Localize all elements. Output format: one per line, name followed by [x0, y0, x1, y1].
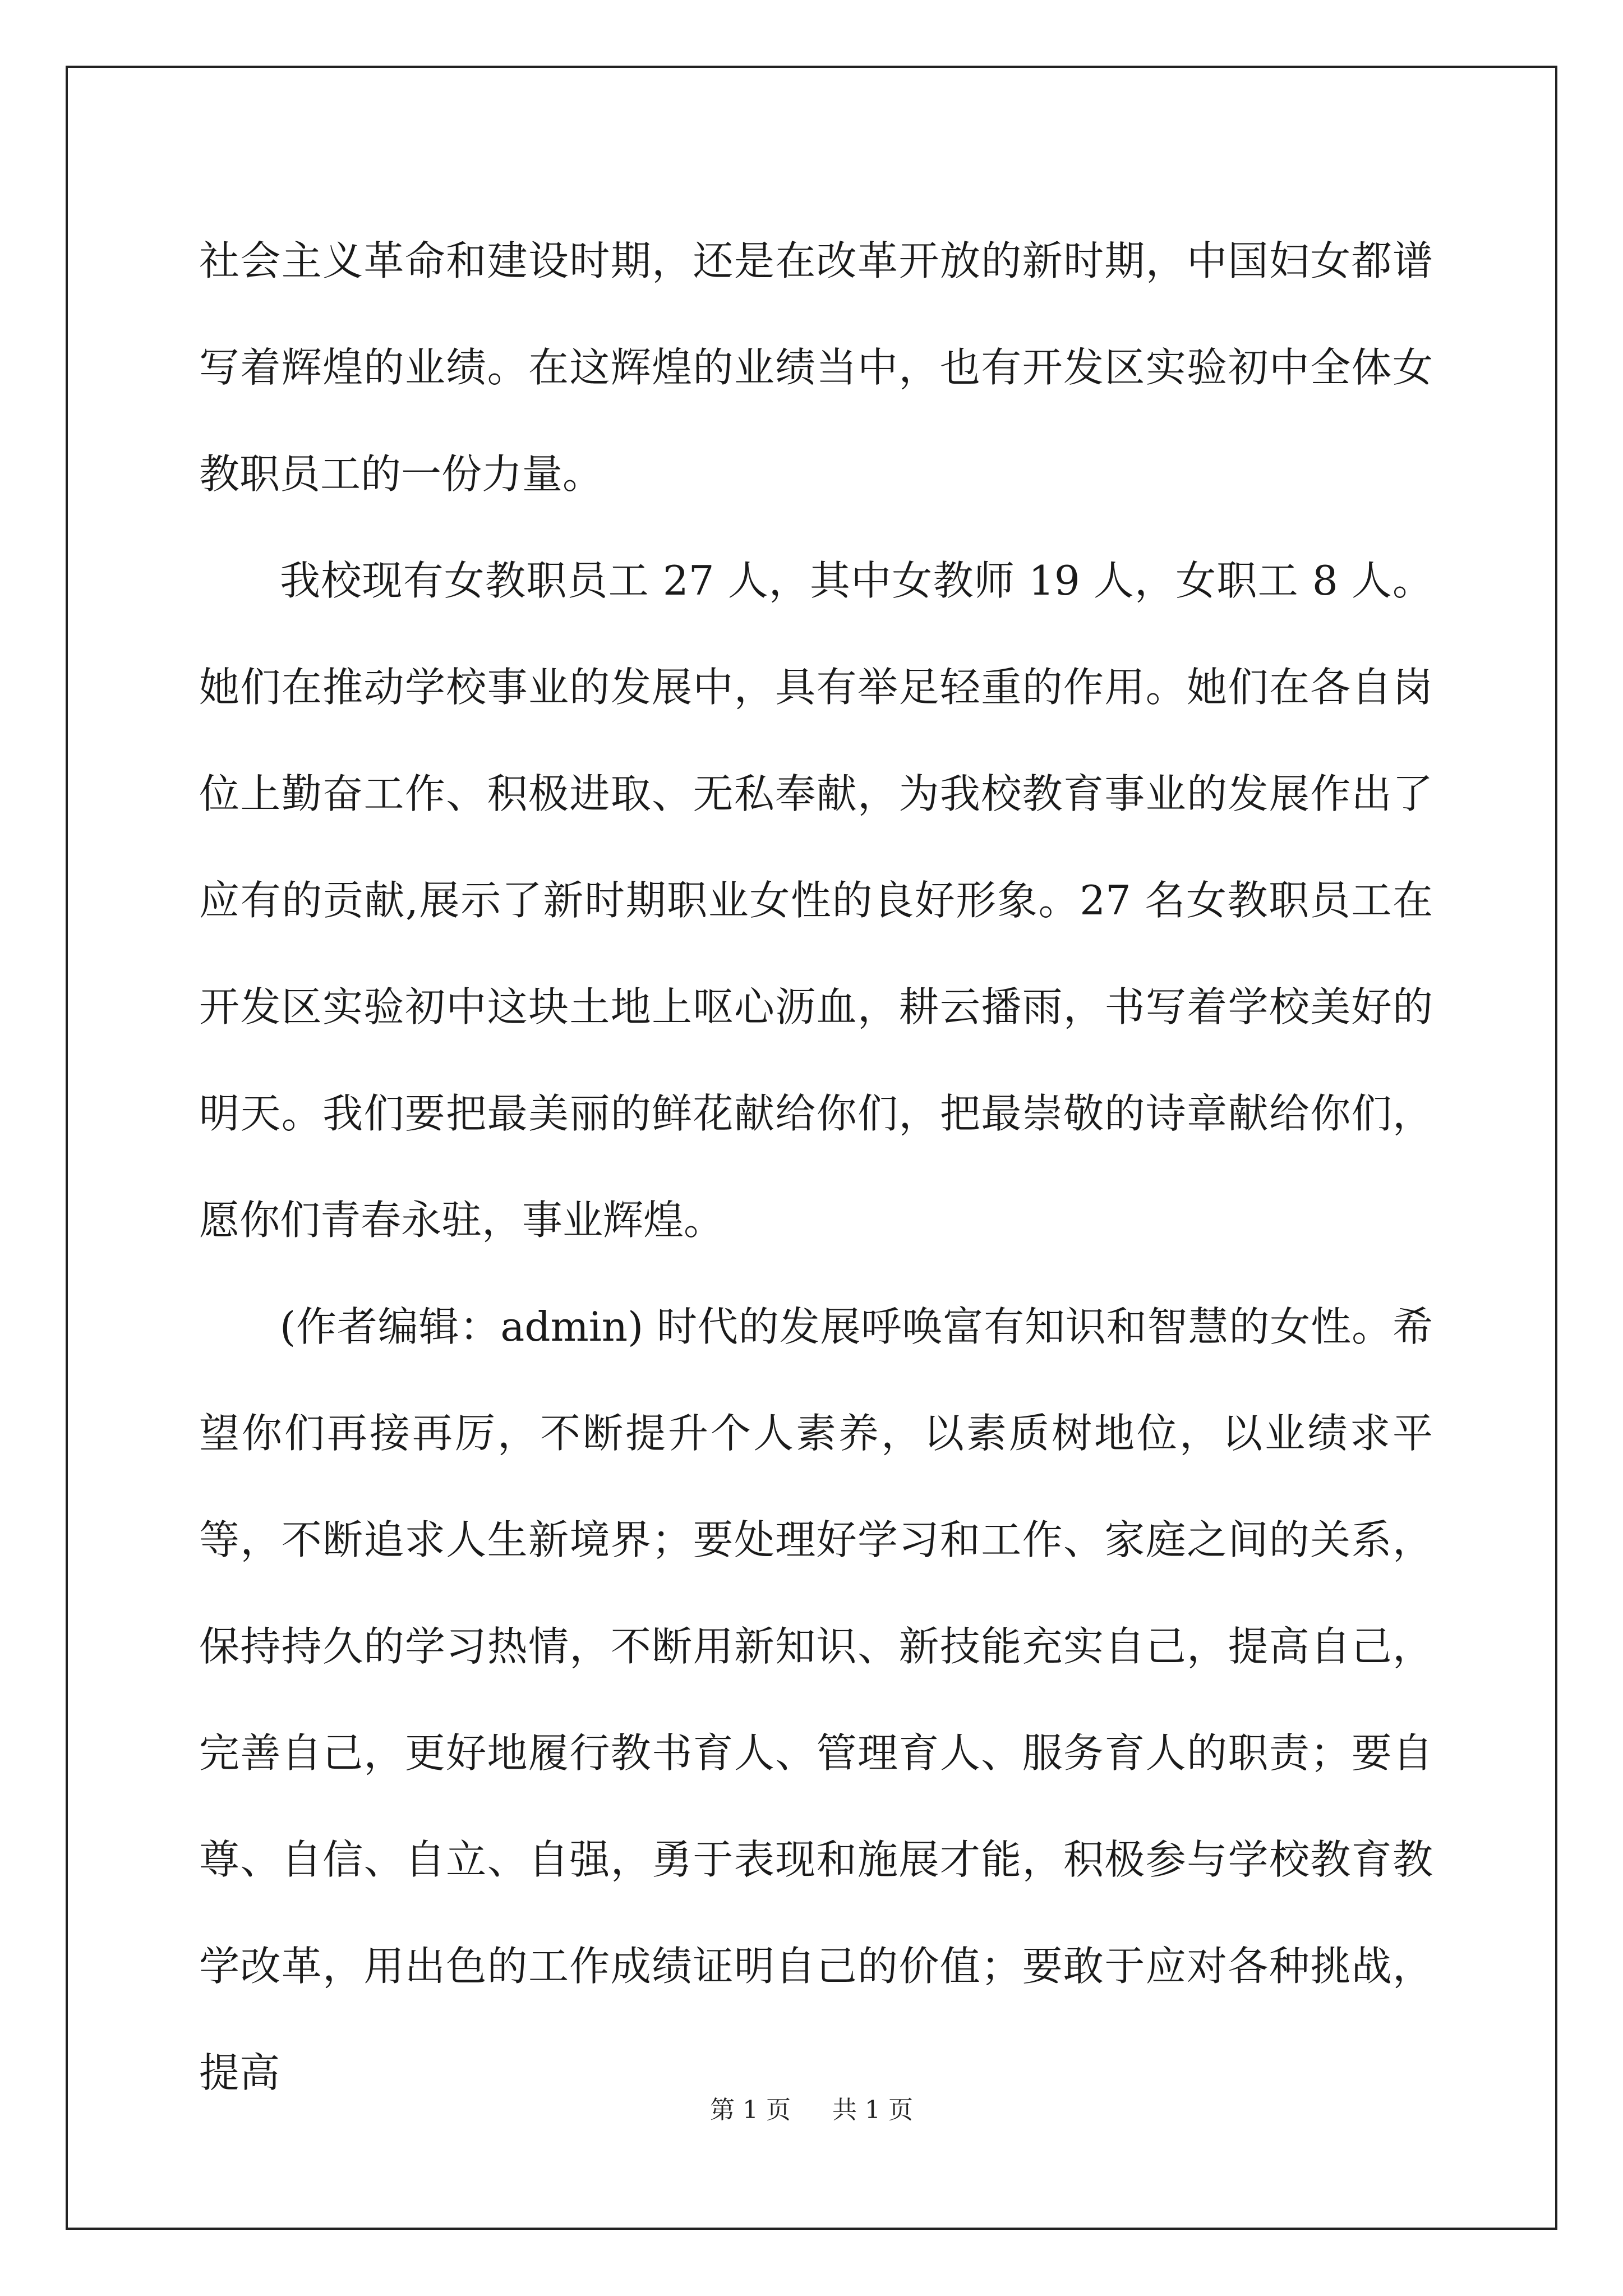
document-body	[199, 208, 1433, 2126]
paragraph-1: 社会主义革命和建设时期，还是在改革开放的新时期，中国妇女都谱写着辉煌的业绩。在这辉煌的业绩当中，也有开发区实验初中全体女教职员工的一份力量。	[199, 237, 1433, 498]
page-footer	[0, 2090, 1623, 2125]
paragraph-2: 我校现有女教职员工 27 人，其中女教师 19 人，女职工 8 人。她们在推动学校事业的发展中，具有举足轻重的作用。她们在各自岗位上勤奋工作、积极进取、无私奉献，为我校教育事业的发展作出了应有的贡献,展示了新时期职业女性的良好形象。27 名女教职员工在开发区实验初中这块土地上呕心沥血，耕云播雨，书写着学校美好的明天。我们要把最美丽的鲜花献给你们，把最崇敬的诗章献给你们，愿你们青春永驻，事业辉煌。	[199, 557, 1433, 1244]
page-number-current: 第 1 页	[710, 2096, 791, 2124]
paragraph-3: (作者编辑：admin) 时代的发展呼唤富有知识和智慧的女性。希望你们再接再厉，不断提升个人素养，以素质树地位，以业绩求平等，不断追求人生新境界；要处理好学习和工作、家庭之间的关系，保持持久的学习热情，不断用新知识、新技能充实自己，提高自己，完善自己，更好地履行教书育人、管理育人、服务育人的职责；要自尊、自信、自立、自强，勇于表现和施展才能，积极参与学校教育教学改革，用出色的工作成绩证明自己的价值；要敢于应对各种挑战，提高	[199, 1303, 1433, 2096]
page-number-total: 共 1 页	[832, 2096, 913, 2124]
